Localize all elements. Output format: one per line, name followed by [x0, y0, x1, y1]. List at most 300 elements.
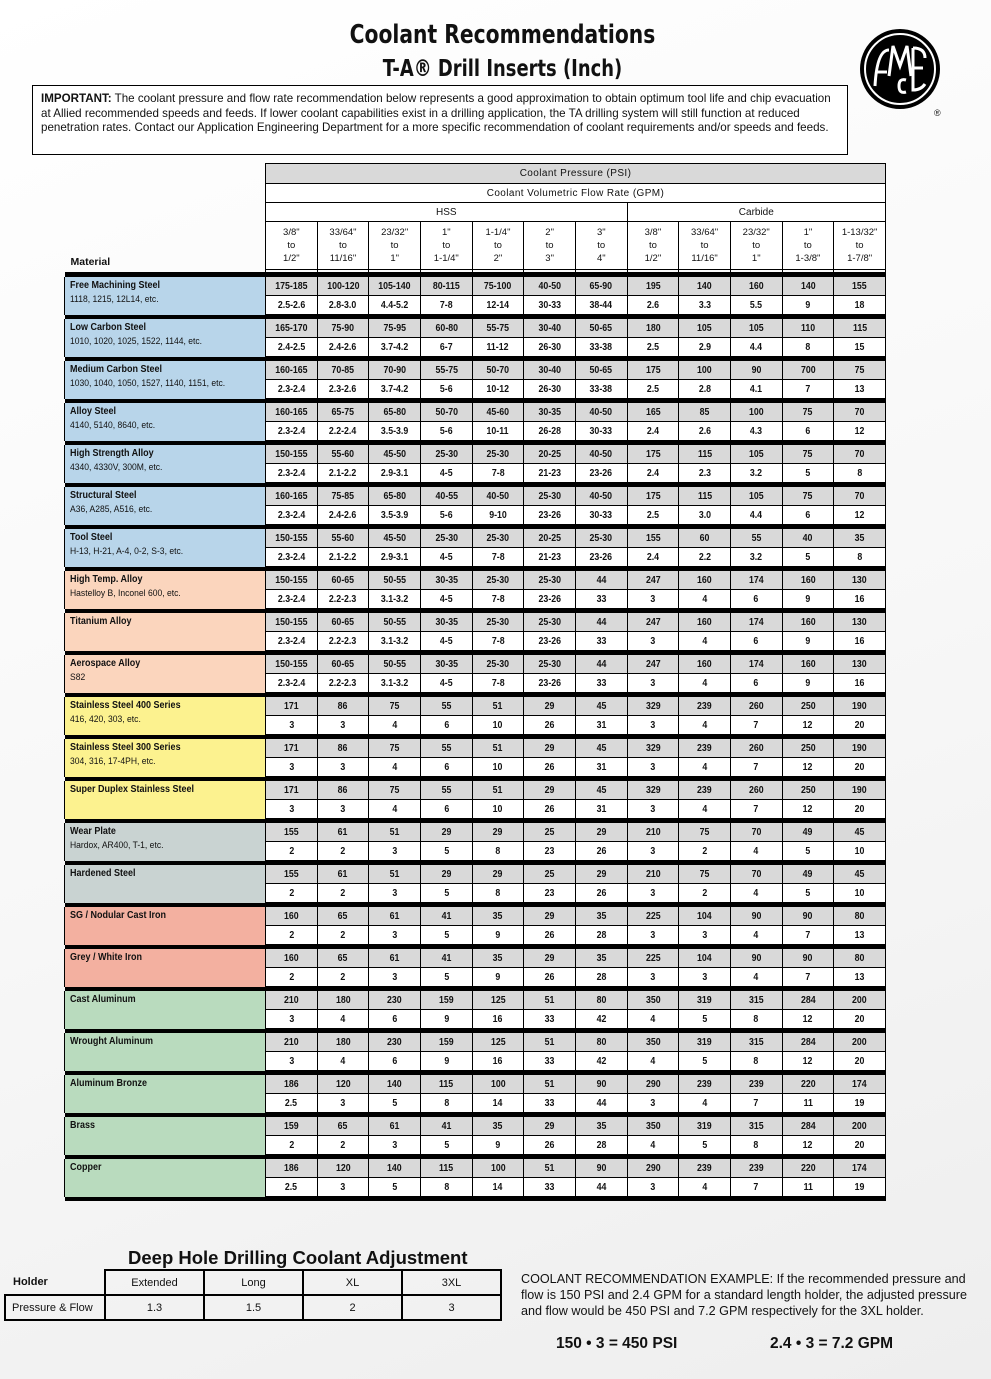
gpm-cell — [266, 1178, 318, 1197]
gpm-value: 7 — [805, 929, 811, 941]
gpm-cell — [369, 884, 421, 903]
gpm-value: 19 — [854, 1097, 865, 1109]
psi-cell — [730, 739, 782, 758]
psi-value: 100 — [490, 1162, 506, 1174]
gpm-cell — [266, 506, 318, 525]
gpm-cell — [524, 1136, 576, 1155]
gpm-value: 33 — [544, 1181, 555, 1193]
psi-cell — [317, 445, 369, 464]
gpm-cell — [472, 506, 524, 525]
psi-value: 225 — [645, 910, 661, 922]
gpm-value: 7 — [753, 761, 759, 773]
gpm-value: 2.4 — [646, 551, 660, 563]
material-cell — [65, 277, 266, 315]
gpm-cell — [834, 506, 886, 525]
gpm-cell — [420, 1178, 472, 1197]
gpm-value: 5 — [392, 1097, 398, 1109]
gpm-value: 5 — [443, 845, 449, 857]
psi-cell — [266, 949, 318, 968]
registered-mark: ® — [934, 108, 941, 118]
gpm-value: 4 — [753, 971, 759, 983]
psi-cell — [420, 1033, 472, 1052]
psi-value: 65-75 — [331, 406, 355, 418]
gpm-cell — [834, 926, 886, 945]
gpm-value: 4-5 — [439, 677, 453, 689]
psi-cell — [472, 277, 524, 296]
table-row — [65, 1117, 886, 1136]
gpm-value: 4 — [702, 677, 708, 689]
psi-cell — [575, 571, 627, 590]
gpm-value: 6 — [753, 677, 759, 689]
size-range-header — [266, 222, 318, 270]
psi-cell — [782, 991, 834, 1010]
psi-value: 350 — [645, 1120, 661, 1132]
psi-value: 60-80 — [435, 322, 458, 334]
gpm-cell — [782, 548, 834, 567]
gpm-value: 2 — [288, 971, 294, 983]
gpm-cell — [420, 506, 472, 525]
psi-value: 86 — [338, 742, 348, 754]
gpm-value: 8 — [495, 887, 501, 899]
psi-cell — [575, 445, 627, 464]
gpm-cell — [575, 422, 627, 441]
gpm-value: 2.2-2.3 — [329, 677, 357, 689]
material-examples: 4340, 4330V, 300M, etc. — [70, 461, 163, 473]
psi-cell — [524, 697, 576, 716]
psi-cell — [266, 991, 318, 1010]
gpm-cell — [369, 464, 421, 483]
psi-cell — [524, 781, 576, 800]
gpm-cell — [679, 674, 731, 693]
gpm-value: 2.8-3.0 — [329, 299, 357, 311]
psi-cell — [575, 781, 627, 800]
table-row — [65, 1075, 886, 1094]
gpm-cell — [627, 842, 679, 861]
gpm-cell — [266, 1094, 318, 1113]
size-range-line: 1-3/8" — [795, 253, 821, 264]
psi-cell — [679, 697, 731, 716]
holder-3xl: 3XL — [402, 1270, 501, 1295]
psi-cell — [420, 445, 472, 464]
psi-value: 40 — [802, 532, 813, 544]
gpm-value: 3.5-3.9 — [380, 509, 409, 521]
gpm-value: 26 — [544, 1139, 555, 1151]
psi-value: 130 — [852, 616, 867, 628]
material-name: Stainless Steel 400 Series — [70, 699, 181, 711]
gpm-cell — [627, 1094, 679, 1113]
psi-cell — [730, 277, 782, 296]
gpm-value: 26-30 — [538, 341, 561, 353]
gpm-value: 3.7-4.2 — [380, 383, 409, 395]
gpm-value: 2.4-2.5 — [277, 341, 306, 353]
psi-value: 260 — [748, 700, 764, 712]
size-range-line: to — [648, 240, 657, 251]
psi-value: 115 — [439, 1162, 454, 1174]
gpm-value: 5-6 — [439, 383, 453, 395]
gpm-cell — [317, 380, 369, 399]
gpm-value: 2.5 — [646, 341, 660, 353]
psi-cell — [679, 823, 731, 842]
gpm-cell — [420, 338, 472, 357]
gpm-cell — [420, 296, 472, 315]
gpm-value: 4 — [702, 803, 708, 815]
gpm-cell — [266, 1136, 318, 1155]
gpm-cell — [420, 674, 472, 693]
gpm-cell — [575, 590, 627, 609]
gpm-cell — [730, 1178, 782, 1197]
gpm-value: 26 — [596, 887, 607, 899]
psi-value: 70-85 — [331, 364, 355, 376]
gpm-cell — [679, 422, 731, 441]
psi-value: 60 — [699, 532, 710, 544]
psi-value: 51 — [389, 868, 400, 880]
psi-cell — [524, 487, 576, 506]
gpm-value: 6 — [443, 803, 449, 815]
psi-cell — [524, 571, 576, 590]
gpm-cell — [730, 758, 782, 777]
gpm-value: 2.3-2.4 — [277, 383, 306, 395]
gpm-value: 3 — [288, 1013, 294, 1025]
psi-value: 30-40 — [538, 364, 561, 376]
psi-value: 239 — [697, 700, 712, 712]
material-examples: 1030, 1040, 1050, 1527, 1140, 1151, etc. — [70, 377, 226, 389]
psi-value: 75 — [389, 742, 400, 754]
psi-cell — [730, 907, 782, 926]
psi-value: 150-155 — [275, 658, 308, 670]
size-range-line: 1" — [751, 253, 761, 264]
gpm-value: 26 — [544, 719, 555, 731]
gpm-cell — [834, 296, 886, 315]
psi-cell — [369, 403, 421, 422]
gpm-value: 6 — [443, 719, 449, 731]
material-name: Aerospace Alloy — [70, 657, 141, 669]
psi-cell — [524, 1159, 576, 1178]
material-name: Structural Steel — [70, 489, 137, 501]
gpm-cell — [369, 1136, 421, 1155]
psi-value: 30-35 — [538, 406, 561, 418]
gpm-value: 4 — [702, 593, 708, 605]
psi-cell — [266, 613, 318, 632]
gpm-cell — [782, 1178, 834, 1197]
psi-value: 290 — [645, 1162, 661, 1174]
gpm-cell — [782, 632, 834, 651]
gpm-cell — [524, 464, 576, 483]
gpm-cell — [317, 842, 369, 861]
gpm-cell — [524, 590, 576, 609]
psi-cell — [834, 1117, 886, 1136]
psi-cell — [472, 949, 524, 968]
size-range-line: 1-1/4" — [485, 227, 511, 238]
gpm-value: 5 — [805, 551, 811, 563]
psi-value: 65-90 — [590, 280, 613, 292]
psi-cell — [266, 487, 318, 506]
psi-value: 160 — [283, 952, 299, 964]
gpm-value: 33 — [596, 593, 607, 605]
psi-cell — [266, 697, 318, 716]
psi-cell — [420, 1075, 472, 1094]
gpm-value: 4 — [650, 1055, 656, 1067]
size-range-line: 3" — [596, 227, 606, 238]
gpm-cell — [834, 716, 886, 735]
gpm-value: 23 — [544, 845, 555, 857]
psi-cell — [524, 907, 576, 926]
psi-value: 29 — [441, 868, 452, 880]
psi-value: 50-65 — [590, 322, 613, 334]
gpm-value: 7-8 — [491, 635, 505, 647]
material-cell — [65, 781, 266, 819]
psi-cell — [782, 487, 834, 506]
size-range-line: 1" — [803, 227, 813, 238]
gpm-cell — [627, 800, 679, 819]
psi-value: 247 — [645, 616, 661, 628]
table-row — [65, 487, 886, 506]
size-range-line: to — [390, 240, 399, 251]
gpm-cell — [627, 548, 679, 567]
gpm-cell — [782, 506, 834, 525]
gpm-value: 44 — [596, 1097, 607, 1109]
psi-value: 90 — [596, 1162, 607, 1174]
size-range-line: 3/8" — [644, 227, 662, 238]
gpm-cell — [266, 884, 318, 903]
gpm-cell — [730, 506, 782, 525]
gpm-cell — [575, 296, 627, 315]
gpm-value: 13 — [854, 971, 865, 983]
gpm-cell — [575, 758, 627, 777]
psi-value: 55-60 — [331, 448, 355, 460]
gpm-value: 4 — [650, 1013, 656, 1025]
gpm-cell — [627, 1178, 679, 1197]
psi-cell — [369, 571, 421, 590]
psi-value: 51 — [493, 700, 503, 712]
gpm-cell — [266, 674, 318, 693]
gpm-value: 7-8 — [491, 467, 505, 479]
psi-value: 70 — [751, 826, 762, 838]
gpm-cell — [472, 338, 524, 357]
gpm-value: 2.5 — [285, 1097, 298, 1109]
psi-cell — [834, 529, 886, 548]
psi-cell — [730, 865, 782, 884]
gpm-value: 2.9-3.1 — [380, 467, 409, 479]
psi-value: 75-90 — [331, 322, 355, 334]
psi-value: 45-50 — [383, 448, 406, 460]
psi-value: 174 — [748, 574, 764, 586]
psi-cell — [472, 865, 524, 884]
psi-value: 247 — [645, 658, 661, 670]
psi-value: 700 — [800, 364, 816, 376]
gpm-cell — [369, 1010, 421, 1029]
gpm-value: 5 — [443, 971, 449, 983]
psi-cell — [420, 319, 472, 338]
example-text: COOLANT RECOMMENDATION EXAMPLE: If the recommended pressure and flow is 150 PSI and 2.4 GPM for a standard length holder, the adjusted pressure and flow would be 450 PSI and 7.2 GPM respectively for the 3XL holder. — [521, 1272, 967, 1318]
gpm-value: 23 — [544, 887, 555, 899]
gpm-cell — [420, 1094, 472, 1113]
psi-value: 239 — [697, 784, 712, 796]
material-cell — [65, 655, 266, 693]
psi-value: 159 — [438, 994, 454, 1006]
gpm-value: 9 — [443, 1013, 449, 1025]
psi-value: 65 — [338, 910, 348, 922]
gpm-cell — [782, 380, 834, 399]
psi-cell — [317, 781, 369, 800]
psi-value: 90 — [802, 952, 813, 964]
psi-value: 29 — [493, 826, 503, 838]
gpm-cell — [575, 1178, 627, 1197]
psi-value: 45-60 — [486, 406, 510, 418]
size-range-line: 2" — [493, 253, 503, 264]
gpm-value: 4 — [702, 1097, 708, 1109]
gpm-cell — [420, 968, 472, 987]
material-examples: S82 — [70, 671, 86, 683]
table-row — [65, 697, 886, 716]
gpm-value: 26 — [544, 761, 555, 773]
psi-value: 171 — [283, 700, 299, 712]
psi-value: 319 — [697, 1036, 712, 1048]
psi-value: 220 — [800, 1078, 816, 1090]
psi-value: 50-70 — [486, 364, 510, 376]
psi-value: 75 — [802, 448, 813, 460]
gpm-cell — [575, 1052, 627, 1071]
gpm-value: 7 — [753, 719, 759, 731]
gpm-value: 4 — [702, 1181, 708, 1193]
gpm-value: 2 — [340, 929, 346, 941]
gpm-value: 13 — [854, 929, 865, 941]
psi-value: 25-30 — [486, 616, 510, 628]
psi-cell — [679, 319, 731, 338]
psi-cell — [782, 445, 834, 464]
table-row — [65, 865, 886, 884]
psi-cell — [834, 1159, 886, 1178]
psi-cell — [782, 1075, 834, 1094]
psi-cell — [834, 319, 886, 338]
psi-value: 190 — [852, 700, 867, 712]
deep-hole-table — [4, 1269, 502, 1321]
gpm-cell — [472, 1010, 524, 1029]
gpm-value: 3 — [650, 971, 656, 983]
psi-cell — [266, 1033, 318, 1052]
gpm-value: 2.4 — [646, 425, 660, 437]
gpm-cell — [524, 548, 576, 567]
psi-value: 90 — [802, 910, 813, 922]
psi-cell — [834, 865, 886, 884]
gpm-cell — [266, 926, 318, 945]
gpm-cell — [575, 1136, 627, 1155]
gpm-value: 3 — [392, 929, 398, 941]
gpm-cell — [524, 1178, 576, 1197]
gpm-value: 2.6 — [698, 425, 711, 437]
gpm-value: 3 — [650, 1181, 656, 1193]
psi-value: 85 — [699, 406, 710, 418]
gpm-value: 10 — [854, 845, 865, 857]
psi-cell — [782, 403, 834, 422]
gpm-value: 9 — [495, 1139, 501, 1151]
psi-value: 25-30 — [538, 616, 561, 628]
gpm-value: 33 — [544, 1097, 555, 1109]
material-cell — [65, 739, 266, 777]
holder-label: Holder — [13, 1276, 48, 1288]
gpm-cell — [730, 674, 782, 693]
size-range-line: to — [545, 240, 554, 251]
gpm-cell — [627, 422, 679, 441]
gpm-value: 3.2 — [750, 467, 763, 479]
material-cell — [65, 571, 266, 609]
material-examples: H-13, H-21, A-4, 0-2, S-3, etc. — [70, 545, 184, 557]
gpm-cell — [369, 506, 421, 525]
gpm-cell — [472, 296, 524, 315]
psi-value: 55-75 — [435, 364, 458, 376]
gpm-cell — [472, 884, 524, 903]
psi-cell — [627, 613, 679, 632]
group-header: HSS — [266, 203, 628, 222]
gpm-cell — [317, 758, 369, 777]
material-cell — [65, 613, 266, 651]
psi-value: 70-90 — [383, 364, 406, 376]
gpm-cell — [730, 884, 782, 903]
gpm-value: 33-38 — [590, 341, 613, 353]
psi-value: 90 — [751, 952, 762, 964]
psi-cell — [834, 781, 886, 800]
material-examples: 1010, 1020, 1025, 1522, 1144, etc. — [70, 335, 203, 347]
gpm-cell — [782, 464, 834, 483]
size-range-line: 23/32" — [742, 227, 770, 238]
psi-value: 160 — [800, 658, 816, 670]
gpm-cell — [627, 758, 679, 777]
psi-cell — [266, 739, 318, 758]
psi-cell — [369, 1075, 421, 1094]
gpm-value: 12 — [854, 509, 865, 521]
psi-cell — [266, 781, 318, 800]
gpm-cell — [266, 1010, 318, 1029]
gpm-cell — [472, 1136, 524, 1155]
gpm-value: 2.4 — [646, 467, 660, 479]
psi-value: 200 — [852, 1120, 867, 1132]
material-name: Tool Steel — [70, 531, 113, 543]
gpm-value: 18 — [854, 299, 865, 311]
size-range-line: 1" — [390, 253, 399, 264]
gpm-cell — [369, 632, 421, 651]
psi-value: 75 — [802, 490, 813, 502]
psi-cell — [575, 697, 627, 716]
gpm-cell — [420, 884, 472, 903]
gpm-value: 28 — [596, 929, 607, 941]
gpm-cell — [679, 1094, 731, 1113]
gpm-value: 2.3-2.4 — [277, 467, 306, 479]
gpm-cell — [420, 1136, 472, 1155]
gpm-cell — [575, 884, 627, 903]
psi-value: 41 — [441, 952, 452, 964]
gpm-value: 4 — [340, 1055, 346, 1067]
gpm-value: 12 — [802, 1139, 813, 1151]
psi-value: 55 — [441, 784, 452, 796]
table-row — [65, 991, 886, 1010]
psi-value: 104 — [697, 910, 712, 922]
gpm-value: 2 — [702, 845, 708, 857]
psi-cell — [730, 403, 782, 422]
size-range-line: 1-1/4" — [433, 253, 459, 264]
gpm-cell — [317, 464, 369, 483]
psi-cell — [730, 991, 782, 1010]
psi-cell — [266, 571, 318, 590]
gpm-cell — [369, 1178, 421, 1197]
gpm-cell — [369, 338, 421, 357]
psi-value: 35 — [493, 1120, 503, 1132]
psi-cell — [524, 277, 576, 296]
gpm-value: 3 — [650, 719, 656, 731]
psi-cell — [317, 991, 369, 1010]
psi-value: 75 — [699, 826, 710, 838]
psi-value: 260 — [748, 784, 764, 796]
psi-cell — [317, 1159, 369, 1178]
gpm-value: 11-12 — [486, 341, 509, 353]
